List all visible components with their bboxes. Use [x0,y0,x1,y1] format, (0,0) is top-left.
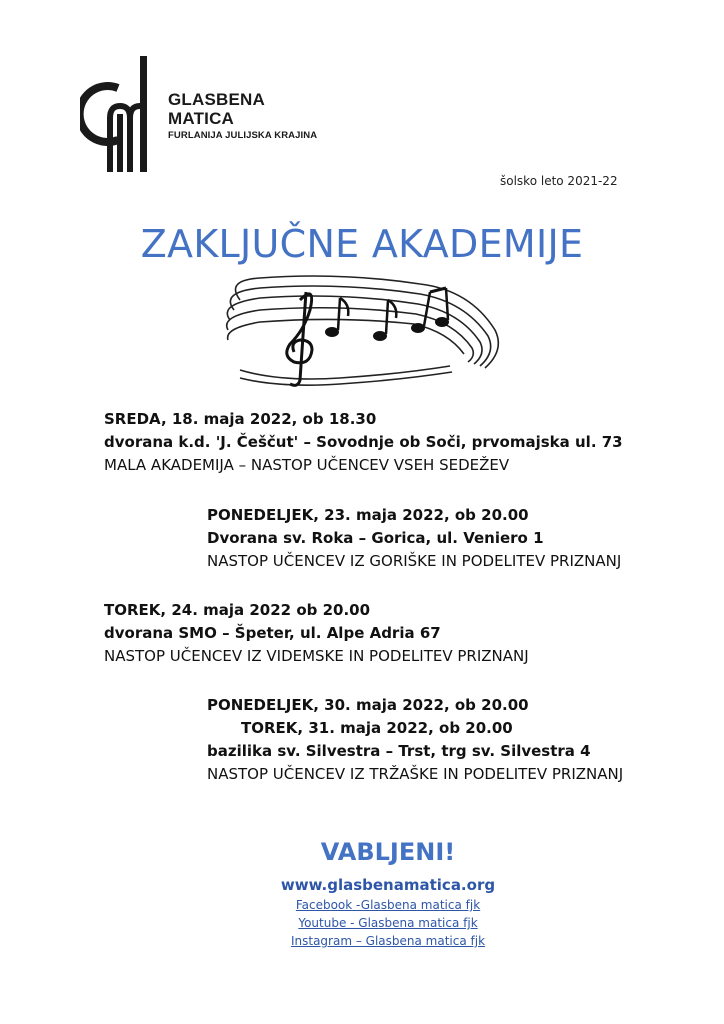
event-2-venue: Dvorana sv. Roka – Gorica, ul. Veniero 1 [207,529,544,547]
logo-line-3: FURLANIJA JULIJSKA KRAJINA [168,130,318,141]
gm-logo-icon [80,56,160,176]
page-title: ZAKLJUČNE AKADEMIJE [140,222,584,266]
event-3-date: TOREK, 24. maja 2022 ob 20.00 [104,601,371,619]
logo-line-1: GLASBENA [168,90,265,109]
logo-text [168,90,317,141]
event-3-description: NASTOP UČENCEV IZ VIDEMSKE IN PODELITEV PRIZNANJ [104,647,529,665]
youtube-link[interactable]: Youtube - Glasbena matica fjk [298,916,478,930]
event-1-venue: dvorana k.d. 'J. Češčut' – Sovodnje ob Soči, prvomajska ul. 73 [104,433,623,451]
school-year: šolsko leto 2021-22 [500,174,618,188]
event-2-date: PONEDELJEK, 23. maja 2022, ob 20.00 [207,506,529,524]
event-3-venue: dvorana SMO – Špeter, ul. Alpe Adria 67 [104,624,441,642]
welcome-heading: VABLJENI! [320,838,456,866]
event-4 [207,694,623,786]
event-2-description: NASTOP UČENCEV IZ GORIŠKE IN PODELITEV PRIZNANJ [207,552,622,570]
event-4-description: NASTOP UČENCEV IZ TRŽAŠKE IN PODELITEV PRIZNANJ [207,765,624,783]
music-staff-graphic [220,270,510,394]
music-staff-icon [220,270,510,390]
event-4-date-1: PONEDELJEK, 30. maja 2022, ob 20.00 [207,696,529,714]
logo-line-2: MATICA [168,109,235,128]
instagram-link[interactable]: Instagram – Glasbena matica fjk [290,934,486,948]
event-1-description: MALA AKADEMIJA – NASTOP UČENCEV VSEH SEDEŽEV [104,456,510,474]
event-2 [207,504,621,573]
logo [80,56,340,176]
event-1-date: SREDA, 18. maja 2022, ob 18.30 [104,410,377,428]
event-4-venue: bazilika sv. Silvestra – Trst, trg sv. Silvestra 4 [207,742,591,760]
event-3 [104,599,529,668]
website-link[interactable]: www.glasbenamatica.org [280,876,496,894]
event-4-date-2: TOREK, 31. maja 2022, ob 20.00 [241,719,513,737]
event-1 [104,408,623,477]
facebook-link[interactable]: Facebook -Glasbena matica fjk [295,898,481,912]
